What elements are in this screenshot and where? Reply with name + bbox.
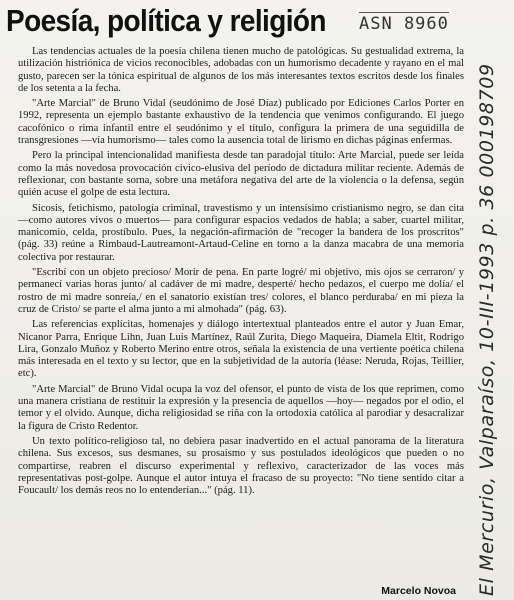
article-headline: Poesía, política y religión [6, 4, 326, 38]
archive-stamp: ASN 8960 [359, 14, 449, 34]
author-signature: Marcelo Novoa [381, 585, 456, 597]
article-paragraph: "Arte Marcial" de Bruno Vidal ocupa la voz del ofensor, el punto de vista de los que reprimen, como una manera cristiana de restituir la expresión y la presencia de aquellos —hoy— negados por el odio, el temor y el olvido. Aunque, dicha religiosidad se riña con la ortodoxia católica al parodiar y desacralizar la figura de Cristo Redentor. [18, 383, 464, 432]
article-body [18, 46, 464, 497]
article-paragraph: Pero la principal intencionalidad manifiesta desde tan paradojal título: Arte Marcial, puede ser leída como la más novedosa provocación cívico-elusiva del período de dictadura militar reciente. Además de reflexionar, con bastante sorna, sobre una metáfora negativa del arte de la violencia o la defensa, según quién acuse el golpe de esta lectura. [18, 150, 464, 199]
article-paragraph: "Arte Marcial" de Bruno Vidal (seudónimo de José Díaz) publicado por Ediciones Carlos Porter en 1992, representa un ejemplo bastante exhaustivo de la tendencia que venimos configurando. El juego cacofónico o rima infantil entre el seudónimo y el título, configura la primera de una seguidilla de transgresiones —vía humorismo— tales como la ausencia total de lirismo en dichas páginas enfermas. [18, 98, 464, 147]
article-paragraph: "Escribí con un objeto precioso/ Morir de pena. En parte logré/ mi objetivo, mis ojos se cerraron/ y permanecí varias horas junto/ al cadáver de mi madre, desperté/ hecho pedazos, el cuerpo me dolía/ el rostro de mi madre sonreía,/ en el sanatorio existían tres/ colores, el blanco perduraba/ en mi pieza la cruz de Cristo/ se parte el alma junto a mi almohada" (pág. 63). [18, 267, 464, 315]
article-paragraph: Sicosis, fetichismo, patología criminal, travestismo y un intensísimo cristianismo negro, se dan cita —como autores vivos o muertos— para configurar espacios vedados de habla; a saber, cuartel militar, manicomio, celda, prostíbulo. Pues, la negación-afirmación de "recoger la bandera de los proscritos" (pág. 33) reúne a Rimbaud-Lautreamont-Artaud-Celine en torno a la danza macabra de una memoria colectiva por restaurar. [18, 202, 464, 263]
article-paragraph: Un texto político-religioso tal, no debiera pasar inadvertido en el actual panorama de la literatura chilena. Sus excesos, sus desmanes, su prosaísmo y sus postulados ideológicos que pueden o no compartirse, reabren el discurso experimental y reflexivo, caracterizador de las voces más representativas post-golpe. Aunque el autor intuya el fracaso de su proyecto: "No tiene sentido citar a Foucault/ los demás reos no lo entenderían..." (pág. 11). [18, 435, 464, 497]
handwritten-source-note: El Mercurio, Valparaíso, 10-III-1993 p. 36 000198709 [476, 63, 498, 596]
article-paragraph: Las referencias explícitas, homenajes y diálogo intertextual planteados entre el autor y Juan Emar, Nicanor Parra, Enrique Lihn, Juan Luis Martínez, Raúl Zurita, Diego Maqueira, Diamela Eltit, Rodrigo Lira, Gonzalo Muñoz y Roberto Merino entre otros, señala la existencia de una vertiente poética chilena más interesada en el texto y su lector, que en la subjetividad de la autoría (léase: Neruda, Rojas, Teillier, etc). [18, 319, 464, 380]
article-paragraph: Las tendencias actuales de la poesía chilena tienen mucho de patológicas. Su gestualidad extrema, la utilización histriónica de vicios reconocibles, adobadas con un humorismo decadente y rayano en el mal gusto, parecen ser la tónica espiritual de algunos de los más interesantes textos escritos desde los finales de los setenta a la fecha. [18, 46, 464, 94]
